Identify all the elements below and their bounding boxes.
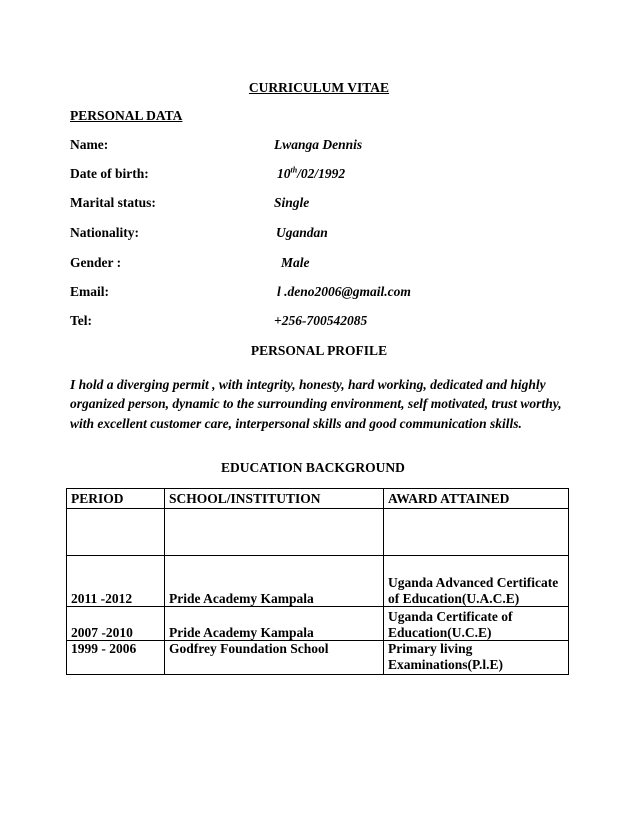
award-cell: Primary living Examinations(P.l.E) — [384, 641, 569, 675]
school-cell: Pride Academy Kampala — [165, 607, 384, 641]
dob-day: 10 — [277, 166, 291, 181]
gender-value: Male — [281, 255, 310, 270]
column-header-award: AWARD ATTAINED — [384, 489, 569, 509]
dob-value — [277, 166, 345, 182]
column-header-school: SCHOOL/INSTITUTION — [165, 489, 384, 509]
tel-value: +256-700542085 — [274, 313, 368, 328]
table-row — [67, 607, 569, 641]
education-table — [66, 488, 569, 675]
dob-label: Date of birth: — [70, 166, 149, 181]
period-cell: 1999 - 2006 — [67, 641, 165, 675]
marital-status-value: Single — [274, 195, 310, 210]
email-value: l .deno2006@gmail.com — [277, 284, 411, 299]
award-cell: Uganda Certificate of Education(U.C.E) — [384, 607, 569, 641]
nationality-label: Nationality: — [70, 225, 139, 240]
award-cell: Uganda Advanced Certificate of Education(U.A.C.E) — [384, 556, 569, 607]
document-title: CURRICULUM VITAE — [248, 80, 390, 95]
school-cell: Pride Academy Kampala — [165, 556, 384, 607]
table-row — [67, 509, 569, 556]
award-cell — [384, 509, 569, 556]
personal-profile-text: I hold a diverging permit , with integrity, honesty, hard working, dedicated and highly organized person, dynamic to the surrounding environment, self motivated, trust worthy, with excellent customer care, interpersonal skills and good communication skills. — [70, 377, 562, 431]
period-cell: 2007 -2010 — [67, 607, 165, 641]
personal-profile-heading: PERSONAL PROFILE — [250, 343, 388, 358]
period-cell — [67, 509, 165, 556]
column-header-period: PERIOD — [67, 489, 165, 509]
table-header-row — [67, 489, 569, 509]
dob-rest: /02/1992 — [297, 166, 346, 181]
table-row — [67, 641, 569, 675]
marital-status-label: Marital status: — [70, 195, 156, 210]
gender-label: Gender : — [70, 255, 122, 270]
school-cell — [165, 509, 384, 556]
table-row — [67, 556, 569, 607]
tel-label: Tel: — [70, 313, 93, 328]
school-cell: Godfrey Foundation School — [165, 641, 384, 675]
name-value: Lwanga Dennis — [274, 137, 363, 152]
period-cell: 2011 -2012 — [67, 556, 165, 607]
nationality-value: Ugandan — [276, 225, 328, 240]
personal-data-heading: PERSONAL DATA — [70, 108, 183, 123]
email-label: Email: — [70, 284, 109, 299]
name-label: Name: — [70, 137, 109, 152]
dob-ordinal: th — [290, 165, 298, 175]
education-heading: EDUCATION BACKGROUND — [221, 460, 405, 475]
